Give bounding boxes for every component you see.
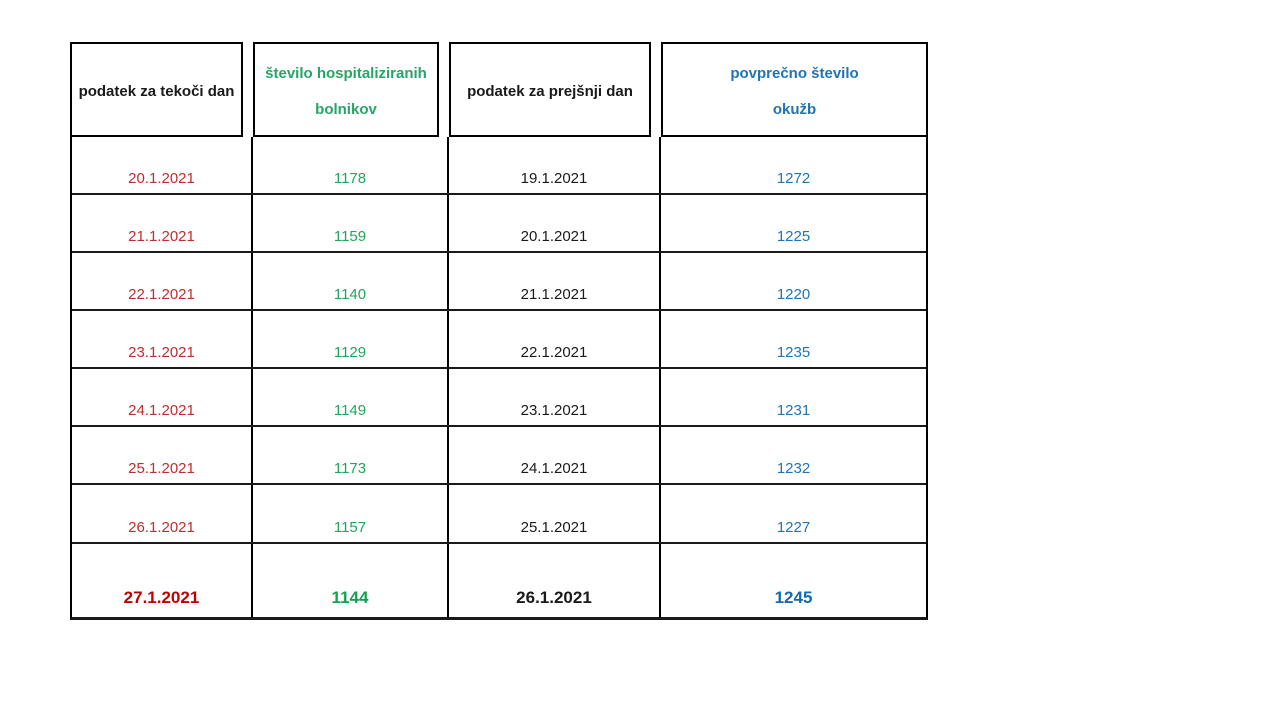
cell-previous-date: 24.1.2021 [449, 427, 661, 483]
table-row [72, 311, 926, 369]
cell-current-date: 23.1.2021 [72, 311, 253, 367]
table-body [70, 137, 928, 620]
cell-previous-date: 21.1.2021 [449, 253, 661, 309]
cell-previous-date: 22.1.2021 [449, 311, 661, 367]
cell-avg-infections: 1235 [776, 344, 811, 361]
header-cell-current-day [70, 42, 243, 137]
table-row [72, 195, 926, 253]
cell-avg-infections: 1227 [776, 519, 811, 536]
cell-avg-infections: 1245 [774, 588, 813, 607]
cell-previous-date: 19.1.2021 [449, 137, 661, 193]
cell-previous-date: 26.1.2021 [449, 544, 661, 617]
cell-avg-infections: 1220 [776, 286, 811, 303]
cell-current-date: 20.1.2021 [72, 137, 253, 193]
cell-avg-infections: 1272 [776, 170, 811, 187]
cell-current-date: 26.1.2021 [72, 485, 253, 542]
hospitalization-table [70, 42, 928, 620]
header-cell-previous-day [449, 42, 651, 137]
cell-avg-infections: 1225 [776, 228, 811, 245]
cell-current-date: 25.1.2021 [72, 427, 253, 483]
cell-previous-date: 25.1.2021 [449, 485, 661, 542]
cell-hospitalized: 1178 [253, 137, 449, 193]
cell-hospitalized: 1129 [253, 311, 449, 367]
cell-previous-date: 23.1.2021 [449, 369, 661, 425]
header-label: bolnikov [315, 100, 377, 118]
cell-avg-infections: 1231 [776, 402, 811, 419]
cell-previous-date: 20.1.2021 [449, 195, 661, 251]
header-label: število hospitaliziranih [265, 64, 427, 82]
table-row [72, 485, 926, 544]
header-label: podatek za prejšnji dan [467, 82, 633, 100]
table-row [72, 369, 926, 427]
cell-hospitalized: 1140 [253, 253, 449, 309]
cell-avg-infections: 1232 [776, 460, 811, 477]
header-label: okužb [772, 100, 817, 118]
cell-current-date: 22.1.2021 [72, 253, 253, 309]
cell-hospitalized: 1173 [253, 427, 449, 483]
cell-current-date: 21.1.2021 [72, 195, 253, 251]
header-cell-average-infections [661, 42, 928, 137]
header-cell-hospitalized [253, 42, 439, 137]
header-label: podatek za tekoči dan [78, 82, 235, 100]
table-row-latest [72, 544, 926, 617]
header-label: povprečno število [730, 64, 859, 82]
table-row [72, 137, 926, 195]
cell-current-date: 24.1.2021 [72, 369, 253, 425]
table-row [72, 427, 926, 485]
cell-current-date: 27.1.2021 [72, 544, 253, 617]
table-header-row [70, 42, 928, 137]
cell-hospitalized: 1157 [253, 485, 449, 542]
cell-hospitalized: 1159 [253, 195, 449, 251]
table-row [72, 253, 926, 311]
cell-hospitalized: 1149 [253, 369, 449, 425]
cell-hospitalized: 1144 [253, 544, 449, 617]
